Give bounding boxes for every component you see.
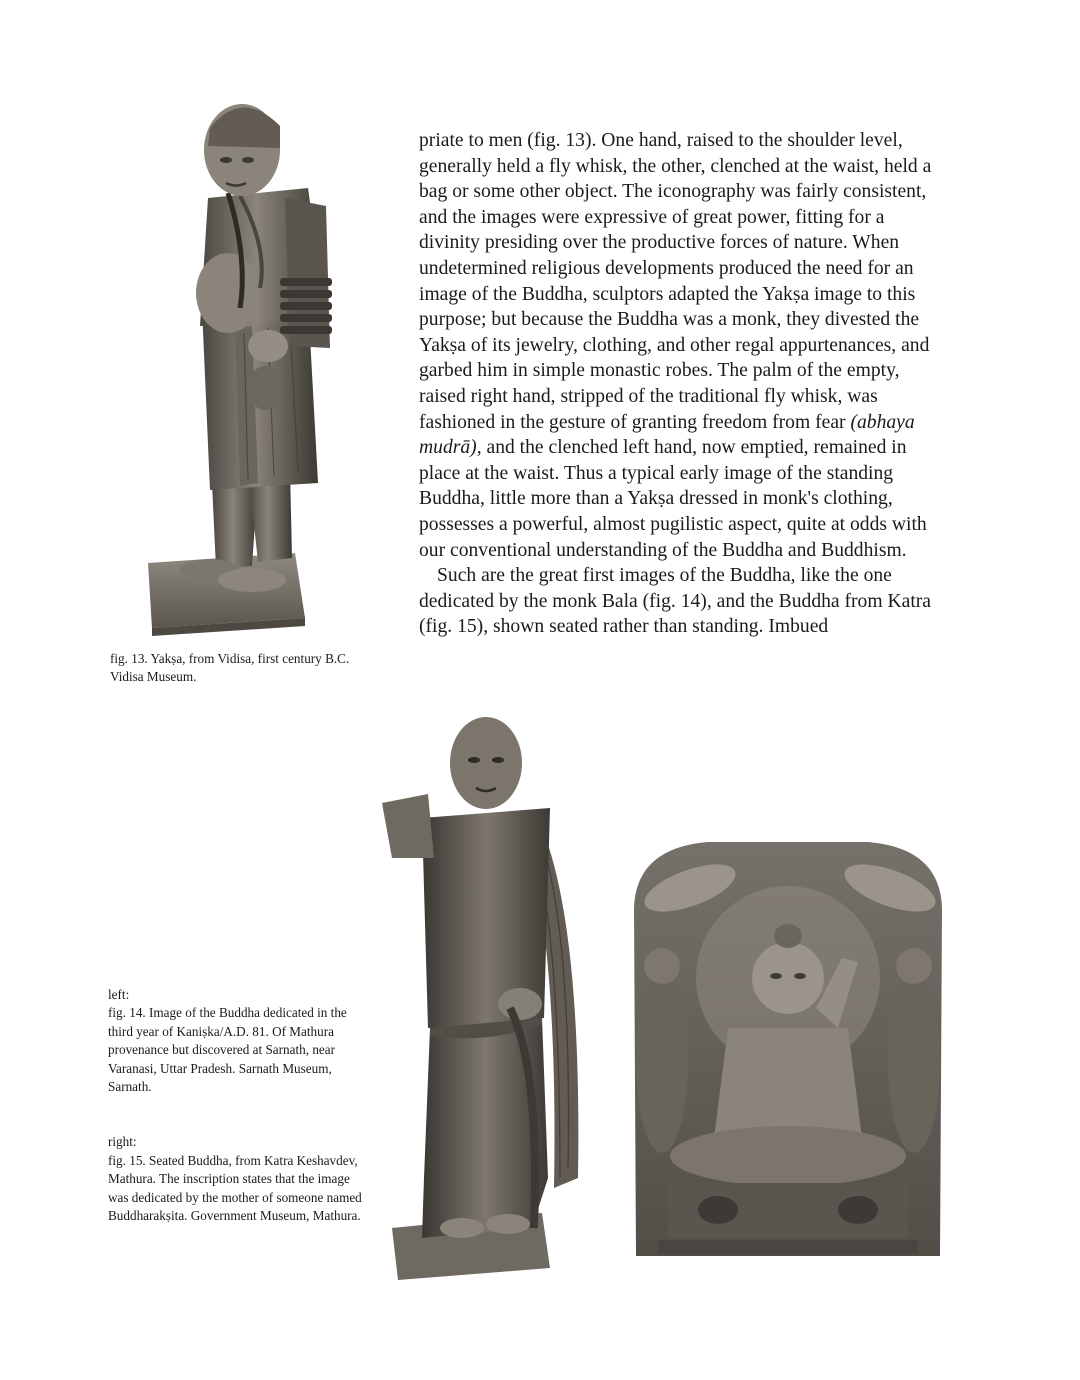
- fig14-fig15-captions: [108, 986, 370, 1225]
- fig15-caption-text: fig. 15. Seated Buddha, from Katra Keshavdev, Mathura. The inscription states that the image was dedicated by the mother of someone named Buddharakṣita. Government Museum, Mathura.: [108, 1152, 362, 1224]
- paragraph-1: [419, 128, 944, 563]
- fig13-caption: [110, 650, 360, 687]
- abhaya-mudra-term: (abhaya mudrā),: [419, 411, 915, 459]
- paragraph-1-part-1: priate to men (fig. 13). One hand, raised to the shoulder level, generally held a fly whisk, the other, clenched at the waist, held a bag or some other object. The iconography was fairly consistent, and the images were expressive of great power, fitting for a divinity presiding over the productive forces of nature. When undetermined religious developments produced the need for an image of the Buddha, sculptors adapted the Yakṣa image to this purpose; but because the Buddha was a monk, they divested the Yakṣa of its jewelry, clothing, and other regal appurtenances, and garbed him in simple monastic robes. The palm of the empty, raised right hand, stripped of the traditional fly whisk, was fashioned in the gesture of granting freedom from fear: [419, 130, 932, 433]
- paragraph-1-part-2: and the clenched left hand, now emptied, remained in place at the waist. Thus a typical early image of the standing Buddha, little more than a Yakṣa dressed in monk's clothing, possesses a powerful, almost pugilistic aspect, quite at odds with our conventional understanding of the Buddha and Buddhism.: [419, 437, 927, 561]
- fig14-position-label: left:: [108, 987, 130, 1002]
- fig14-caption-text: fig. 14. Image of the Buddha dedicated in the third year of Kaniṣka/A.D. 81. Of Mathura provenance but discovered at Sarnath, near Varanasi, Uttar Pradesh. Sarnath Museum, Sarnath.: [108, 1005, 347, 1095]
- caption-spacer: [108, 1096, 370, 1133]
- fig13-yaksa-photo: [140, 88, 340, 638]
- paragraph-2: Such are the great first images of the Buddha, like the one dedicated by the monk Bala (fig. 14), and the Buddha from Katra (fig. 15), shown seated rather than standing. Imbued: [419, 565, 932, 638]
- fig13-caption-text: fig. 13. Yakṣa, from Vidisa, first century B.C. Vidisa Museum.: [110, 651, 350, 685]
- fig15-position-label: right:: [108, 1134, 137, 1150]
- fig14-standing-buddha-photo: [382, 708, 600, 1286]
- fig15-seated-buddha-photo: [628, 838, 948, 1266]
- main-body-text: [419, 128, 944, 640]
